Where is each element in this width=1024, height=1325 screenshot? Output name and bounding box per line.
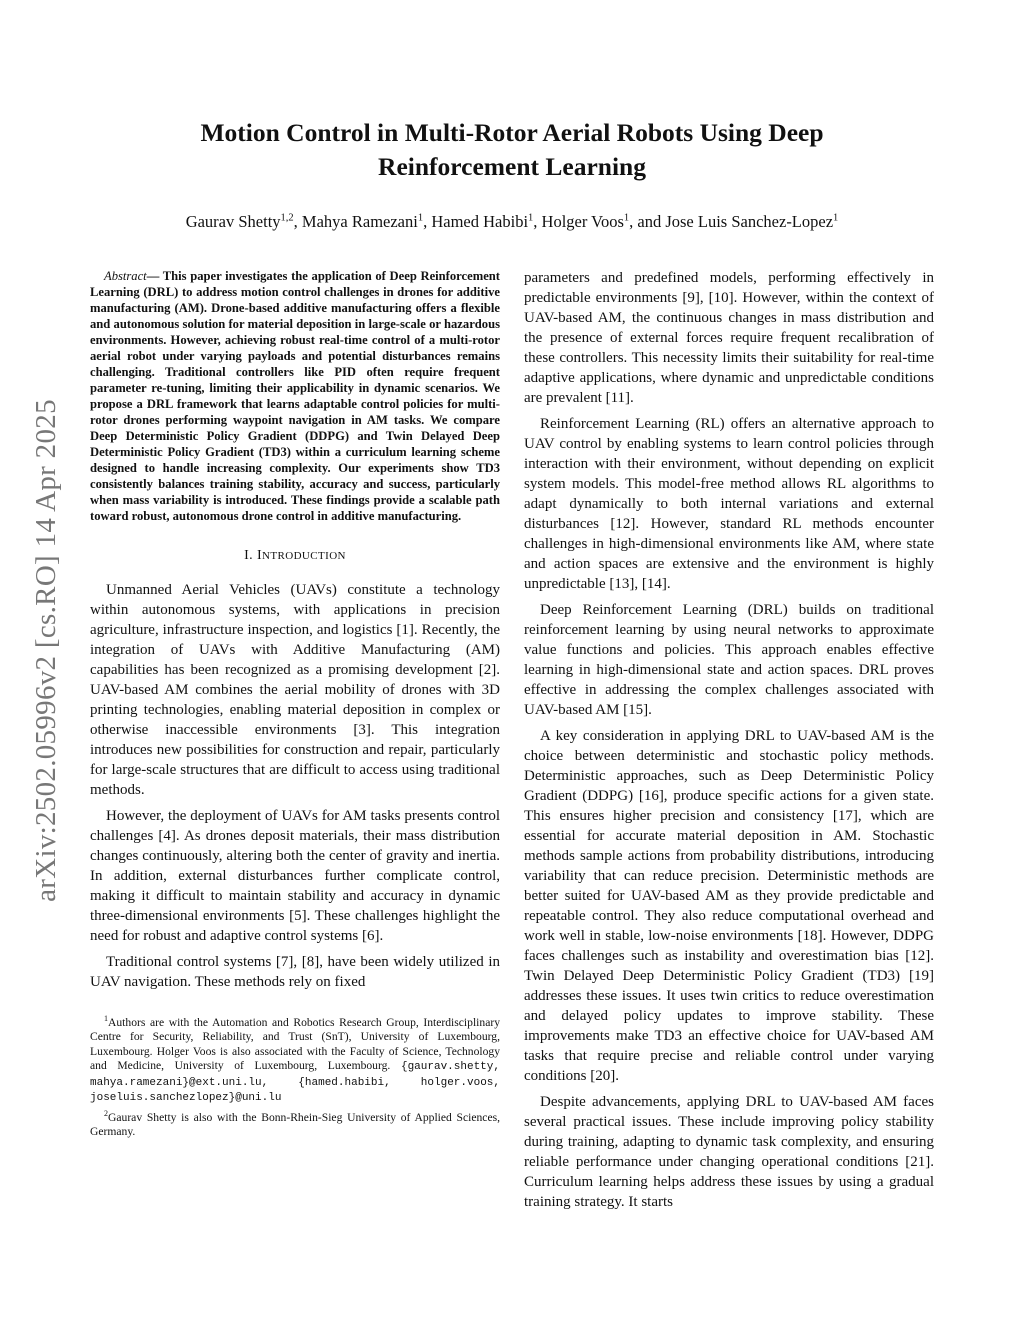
abstract-text: This paper investigates the application of Deep Reinforcement Learning (DRL) to address motion control challenges in drones for additive manufacturing (AM). Drone-based additive manufacturing offers a flexible and autonomous solution for material deposition in large-scale or hazardous environments. However, achieving robust real-time control of a multi-rotor aerial robot under varying payloads and potential disturbances remains challenging. Traditional controllers like PID often require frequent parameter re-tuning, limiting their applicability in dynamic scenarios. We propose a DRL framework that learns adaptable control policies for multi-rotor drones performing waypoint navigation in AM tasks. We compare Deep Deterministic Policy Gradient (DDPG) and Twin Delayed Deep Deterministic Policy Gradient (TD3) within a curriculum learning scheme designed to handle increasing complexity. Our experiments show TD3 consistently balances training stability, accuracy and success, particularly when mass variability is introduced. These findings provide a scalable path toward robust, autonomous drone control in additive manufacturing. — [90, 269, 500, 523]
paragraph: Reinforcement Learning (RL) offers an alternative approach to UAV control by enabling systems to learn control policies through interaction with their environment, without depending on explicit system models. This model-free method allows RL algorithms to adapt dynamically to both internal variations and external disturbances [12]. However, standard RL methods encounter challenges in high-dimensional environments like AM, where state and action spaces are extensive and the environment is highly unpredictable [13], [14]. — [524, 416, 934, 592]
footnote-affiliation-2 — [90, 1107, 500, 1140]
abstract-label: Abstract — [104, 269, 147, 283]
footnotes — [90, 1012, 500, 1140]
section-heading-introduction — [90, 546, 500, 566]
footnote-affiliation-1 — [90, 1012, 500, 1106]
section-title-initial: I — [256, 548, 263, 563]
author-name: Hamed Habibi — [431, 212, 529, 231]
footnote-text: Authors are with the Automation and Robotics Research Group, Interdisciplinary Centre for Security, Reliability, and Trust (SnT), University of Luxembourg, Luxembourg. Holger Voos is also associated with the Faculty of Science, Technology and Medicine, University of Luxembourg, Luxembourg. — [90, 1015, 500, 1073]
author-affiliation: 1 — [417, 212, 424, 224]
right-column — [524, 268, 934, 1212]
footnote-emails: {gaurav.shetty, mahya.ramezani}@ext.uni.lu, {hamed.habibi, holger.voos, joseluis.sanchezlopez}@uni.lu — [90, 1061, 500, 1105]
footnote-text: Gaurav Shetty is also with the Bonn-Rhein-Sieg University of Applied Sciences, Germany. — [90, 1110, 500, 1139]
author-affiliation: 1,2 — [280, 212, 294, 224]
author-affiliation: 1 — [833, 212, 839, 224]
paragraph: Unmanned Aerial Vehicles (UAVs) constitute a technology within autonomous systems, with applications in precision agriculture, infrastructure inspection, and logistics [1]. Recently, the integration of UAVs with Additive Manufacturing (AM) capabilities has been recognized as a promising development [2]. UAV-based AM combines the aerial mobility of drones with 3D printing technologies, enabling material deposition in complex or otherwise inaccessible environments [3]. This integration introduces new possibilities for construction and repair, particularly for large-scale structures that are difficult to access using traditional methods. — [90, 582, 500, 798]
author-separator: , — [423, 212, 432, 231]
paragraph: Traditional control systems [7], [8], have been widely utilized in UAV navigation. These methods rely on fixed — [90, 954, 500, 990]
author-affiliation: 1 — [623, 212, 630, 224]
paper-title-line-2: Reinforcement Learning — [378, 152, 646, 181]
author-list — [80, 212, 944, 232]
left-column — [90, 268, 500, 1140]
paper-title-line-1: Motion Control in Multi-Rotor Aerial Robots Using Deep — [200, 118, 824, 147]
abstract-dash: — — [146, 269, 163, 283]
paragraph: Deep Reinforcement Learning (DRL) builds on traditional reinforcement learning by using neural networks to approximate value functions and policies. This approach enables effective learning in high-dimensional state and action spaces. DRL proves effective in addressing the complex challenges associated with UAV-based AM [15]. — [524, 602, 934, 718]
paper-title — [120, 116, 904, 184]
section-title-rest: NTRODUCTION — [262, 550, 346, 562]
paragraph: A key consideration in applying DRL to UAV-based AM is the choice between deterministic and stochastic policy methods. Deterministic approaches, such as Deep Deterministic Policy Gradient (DDPG) [16], produce specific actions for a given state. This ensures higher precision and consistency [17], which are essential for accurate material deposition in AM. Stochastic methods sample actions from probability distributions, introducing variability that can reduce precision. Deterministic methods are better suited for UAV-based AM as they provide predictable and repeatable control. They also reduce computational overhead and work well in stable, low-noise environments [18]. However, DDPG faces challenges such as instability and overestimation bias [12]. Twin Delayed Deep Deterministic Policy Gradient (TD3) [19] addresses these issues. It uses twin critics to reduce overestimation and delayed policy updates to improve stability. These improvements make TD3 an effective choice for UAV-based AM tasks that require precise and reliable control under varying conditions [20]. — [524, 728, 934, 1084]
author-name: Gaurav Shetty — [185, 212, 281, 231]
author-name: Holger Voos — [541, 212, 624, 231]
paragraph: Despite advancements, applying DRL to UAV-based AM faces several practical issues. These include improving policy stability during training, adapting to dynamic task complexity, and ensuring reliable performance under changing operational conditions [21]. Curriculum learning helps address these issues by using a gradual training strategy. It starts — [524, 1094, 934, 1210]
paragraph: However, the deployment of UAVs for AM tasks presents control challenges [4]. As drones deposit materials, their mass distribution changes continuously, altering both the center of gravity and inertia. In addition, external disturbances further complicate control, making it difficult to maintain stability and accuracy in dynamic three-dimensional environments [5]. These challenges highlight the need for robust and adaptive control systems [6]. — [90, 808, 500, 944]
author-separator: , — [293, 212, 302, 231]
author-affiliation: 1 — [528, 212, 534, 224]
abstract — [90, 268, 500, 524]
arxiv-identifier-text: arXiv:2502.05996v2 [cs.RO] 14 Apr 2025 — [29, 398, 62, 902]
author-separator: , — [533, 212, 542, 231]
paragraph: parameters and predefined models, performing effectively in predictable environments [9], [10]. However, within the context of UAV-based AM, the continuous changes in mass distribution and the presence of external forces require frequent recalibration of these controllers. This necessity limits their suitability for real-time adaptive applications, where dynamic and unpredictable conditions are prevalent [11]. — [524, 270, 934, 406]
author-name: Mahya Ramezani — [301, 212, 418, 231]
author-name: Jose Luis Sanchez-Lopez — [665, 212, 834, 231]
footnote-mark: 1 — [104, 1014, 108, 1023]
arxiv-identifier — [30, 350, 62, 950]
section-number: I. — [244, 548, 257, 563]
footnote-mark: 2 — [104, 1108, 108, 1118]
author-separator: , and — [629, 212, 666, 231]
